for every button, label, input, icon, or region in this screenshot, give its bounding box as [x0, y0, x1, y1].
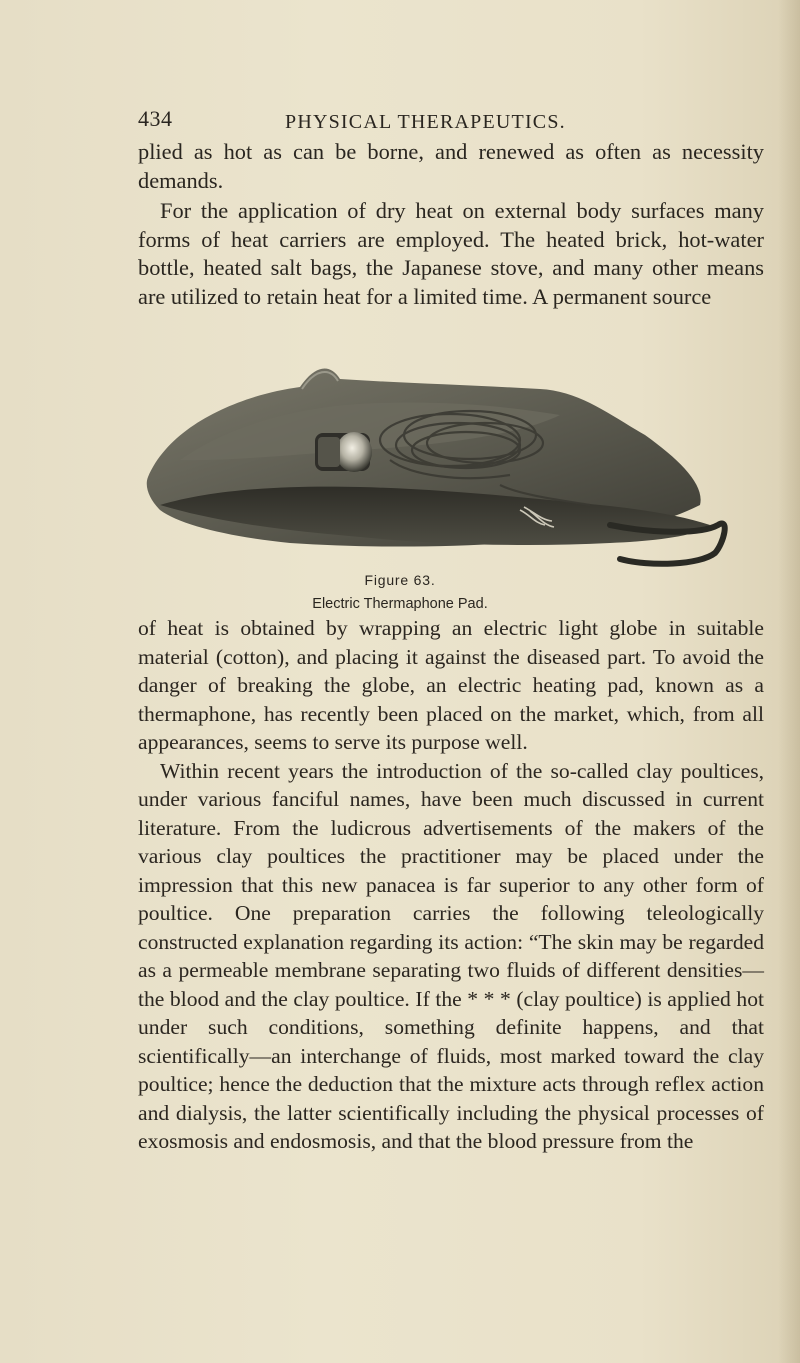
running-title: PHYSICAL THERAPEUTICS. [285, 111, 566, 133]
body-text-after-figure [138, 614, 764, 1156]
figure-thermaphone-pad [140, 365, 730, 580]
cord-loop [610, 523, 725, 563]
figure-title: Electric Thermaphone Pad. [312, 596, 488, 612]
page-edge-shadow [778, 0, 800, 1363]
paragraph-clay-poultices: Within recent years the introduction of the so-called clay poultices, under various fanciful names, have been much discussed in current literature. From the ludicrous advertisements of the makers of the various clay poultices the practitioner may be placed under the impression that this new panacea is far superior to any other form of poultice. One preparation carries the following teleologically constructed explanation regarding its action: “The skin may be regarded as a permeable membrane separating two fluids of different densities—the blood and the clay poultice. If the * * * (clay poultice) is applied hot under such conditions, something definite happens, and that scientifically—an interchange of fluids, most marked toward the clay poultice; hence the deduction that the mixture acts through reflex action and dialysis, the latter scientifically including the physical processes of exosmosis and endosmosis, and that the blood pressure from the [138, 758, 764, 1153]
page-number: 434 [138, 106, 173, 131]
paragraph-after-figure: of heat is obtained by wrapping an electric light globe in suitable material (cotton), and placing it against the diseased part. To avoid the danger of breaking the globe, an electric heating pad, known as a thermaphone, has recently been placed on the market, which, from all appearances, seems to serve its purpose well. [138, 616, 764, 754]
paragraph-dry-heat: For the application of dry heat on external body surfaces many forms of heat carriers are employed. The heated brick, hot-water bottle, heated salt bags, the Japanese stove, and many other means are utilized to retain heat for a limited time. A permanent source [138, 198, 764, 309]
thermaphone-pad-illustration [140, 365, 730, 580]
paragraph-continued: plied as hot as can be borne, and renewed as often as necessity demands. [138, 139, 764, 193]
figure-label: Figure 63. [364, 572, 436, 588]
plug-switch [315, 432, 372, 472]
